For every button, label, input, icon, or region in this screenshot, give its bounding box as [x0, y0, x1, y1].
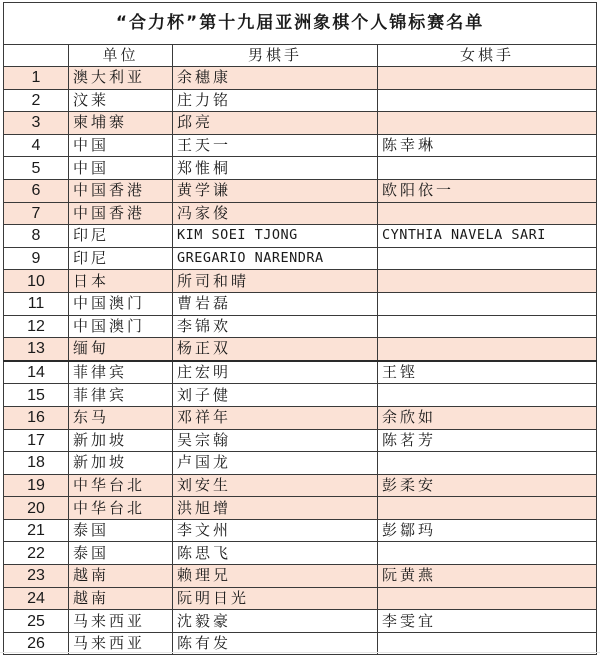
- female-player-cell: [378, 497, 597, 520]
- row-number-cell: 13: [4, 338, 69, 361]
- female-player-cell: 李雯宜: [378, 610, 597, 633]
- row-number-cell: 20: [4, 497, 69, 520]
- male-player-cell: 杨正双: [173, 338, 378, 361]
- row-number-cell: 12: [4, 315, 69, 338]
- female-player-cell: 陈幸琳: [378, 134, 597, 157]
- unit-cell: 中国香港: [69, 202, 173, 225]
- header-male-player: 男棋手: [173, 45, 378, 67]
- male-player-cell: 郑惟桐: [173, 157, 378, 180]
- table-row: [4, 497, 597, 520]
- table-row: [4, 292, 597, 315]
- table-row: [4, 179, 597, 202]
- unit-cell: 柬埔寨: [69, 112, 173, 135]
- row-number-cell: 18: [4, 452, 69, 475]
- female-player-cell: [378, 89, 597, 112]
- male-player-cell: 卢国龙: [173, 452, 378, 475]
- row-number-cell: 6: [4, 179, 69, 202]
- header-index: [4, 45, 69, 67]
- table-row: [4, 565, 597, 588]
- unit-cell: 中国澳门: [69, 315, 173, 338]
- row-number-cell: 1: [4, 67, 69, 90]
- row-number-cell: 21: [4, 519, 69, 542]
- female-player-cell: 陈茗芳: [378, 429, 597, 452]
- row-number-cell: 25: [4, 610, 69, 633]
- male-player-cell: 陈思飞: [173, 542, 378, 565]
- roster-body: [4, 67, 597, 655]
- female-player-cell: [378, 315, 597, 338]
- header-unit: 单位: [69, 45, 173, 67]
- female-player-cell: 彭柔安: [378, 474, 597, 497]
- male-player-cell: 沈毅豪: [173, 610, 378, 633]
- male-player-cell: 洪旭增: [173, 497, 378, 520]
- table-row: [4, 315, 597, 338]
- unit-cell: 中国: [69, 157, 173, 180]
- header-row: [4, 45, 597, 67]
- male-player-cell: 庄力铭: [173, 89, 378, 112]
- male-player-cell: 吴宗翰: [173, 429, 378, 452]
- unit-cell: 马来西亚: [69, 610, 173, 633]
- unit-cell: 印尼: [69, 225, 173, 248]
- male-player-cell: 冯家俊: [173, 202, 378, 225]
- unit-cell: 日本: [69, 270, 173, 293]
- table-row: [4, 406, 597, 429]
- unit-cell: 新加坡: [69, 452, 173, 475]
- male-player-cell: 余穗康: [173, 67, 378, 90]
- table-row: [4, 134, 597, 157]
- female-player-cell: 余欣如: [378, 406, 597, 429]
- unit-cell: 菲律宾: [69, 361, 173, 384]
- row-number-cell: 14: [4, 361, 69, 384]
- table-row: [4, 474, 597, 497]
- row-number-cell: 24: [4, 587, 69, 610]
- female-player-cell: [378, 202, 597, 225]
- unit-cell: 新加坡: [69, 429, 173, 452]
- table-row: [4, 270, 597, 293]
- row-number-cell: 3: [4, 112, 69, 135]
- male-player-cell: GREGARIO NARENDRA: [173, 247, 378, 270]
- male-player-cell: 刘安生: [173, 474, 378, 497]
- row-number-cell: 9: [4, 247, 69, 270]
- table-row: [4, 542, 597, 565]
- unit-cell: 中华台北: [69, 497, 173, 520]
- table-row: [4, 610, 597, 633]
- row-number-cell: 17: [4, 429, 69, 452]
- female-player-cell: [378, 384, 597, 407]
- unit-cell: 东马: [69, 406, 173, 429]
- table-row: [4, 157, 597, 180]
- male-player-cell: 曹岩磊: [173, 292, 378, 315]
- row-number-cell: 16: [4, 406, 69, 429]
- table-row: [4, 384, 597, 407]
- female-player-cell: 阮黄燕: [378, 565, 597, 588]
- roster-table: [3, 2, 597, 655]
- female-player-cell: CYNTHIA NAVELA SARI: [378, 225, 597, 248]
- unit-cell: 中国澳门: [69, 292, 173, 315]
- unit-cell: 泰国: [69, 542, 173, 565]
- table-row: [4, 202, 597, 225]
- female-player-cell: [378, 247, 597, 270]
- table-row: [4, 361, 597, 384]
- row-number-cell: 5: [4, 157, 69, 180]
- unit-cell: 缅甸: [69, 338, 173, 361]
- table-row: [4, 519, 597, 542]
- unit-cell: 汶莱: [69, 89, 173, 112]
- table-row: [4, 452, 597, 475]
- male-player-cell: 赖理兄: [173, 565, 378, 588]
- female-player-cell: 欧阳依一: [378, 179, 597, 202]
- female-player-cell: 王铿: [378, 361, 597, 384]
- female-player-cell: [378, 67, 597, 90]
- unit-cell: 马来西亚: [69, 632, 173, 655]
- table-row: [4, 225, 597, 248]
- female-player-cell: 彭鄒玛: [378, 519, 597, 542]
- male-player-cell: 所司和晴: [173, 270, 378, 293]
- row-number-cell: 4: [4, 134, 69, 157]
- table-row: [4, 89, 597, 112]
- unit-cell: 菲律宾: [69, 384, 173, 407]
- table-row: [4, 338, 597, 361]
- document-title: “合力杯”第十九届亚洲象棋个人锦标赛名单: [4, 3, 597, 45]
- male-player-cell: 陈有发: [173, 632, 378, 655]
- unit-cell: 越南: [69, 587, 173, 610]
- female-player-cell: [378, 157, 597, 180]
- unit-cell: 泰国: [69, 519, 173, 542]
- unit-cell: 澳大利亚: [69, 67, 173, 90]
- title-row: [4, 3, 597, 45]
- row-number-cell: 22: [4, 542, 69, 565]
- female-player-cell: [378, 452, 597, 475]
- male-player-cell: 邓祥年: [173, 406, 378, 429]
- male-player-cell: KIM SOEI TJONG: [173, 225, 378, 248]
- table-row: [4, 67, 597, 90]
- male-player-cell: 李锦欢: [173, 315, 378, 338]
- row-number-cell: 26: [4, 632, 69, 655]
- table-row: [4, 429, 597, 452]
- female-player-cell: [378, 270, 597, 293]
- unit-cell: 越南: [69, 565, 173, 588]
- female-player-cell: [378, 292, 597, 315]
- header-female-player: 女棋手: [378, 45, 597, 67]
- male-player-cell: 阮明日光: [173, 587, 378, 610]
- table-row: [4, 587, 597, 610]
- male-player-cell: 庄宏明: [173, 361, 378, 384]
- female-player-cell: [378, 542, 597, 565]
- row-number-cell: 19: [4, 474, 69, 497]
- row-number-cell: 23: [4, 565, 69, 588]
- row-number-cell: 15: [4, 384, 69, 407]
- male-player-cell: 邱亮: [173, 112, 378, 135]
- table-row: [4, 247, 597, 270]
- male-player-cell: 黄学谦: [173, 179, 378, 202]
- unit-cell: 中国: [69, 134, 173, 157]
- unit-cell: 中华台北: [69, 474, 173, 497]
- row-number-cell: 10: [4, 270, 69, 293]
- unit-cell: 印尼: [69, 247, 173, 270]
- row-number-cell: 11: [4, 292, 69, 315]
- unit-cell: 中国香港: [69, 179, 173, 202]
- male-player-cell: 刘子健: [173, 384, 378, 407]
- female-player-cell: [378, 338, 597, 361]
- row-number-cell: 8: [4, 225, 69, 248]
- female-player-cell: [378, 587, 597, 610]
- table-row: [4, 112, 597, 135]
- male-player-cell: 王天一: [173, 134, 378, 157]
- row-number-cell: 2: [4, 89, 69, 112]
- row-number-cell: 7: [4, 202, 69, 225]
- roster-sheet: [3, 2, 596, 655]
- female-player-cell: [378, 112, 597, 135]
- sheet-gridline: [0, 652, 600, 653]
- male-player-cell: 李文州: [173, 519, 378, 542]
